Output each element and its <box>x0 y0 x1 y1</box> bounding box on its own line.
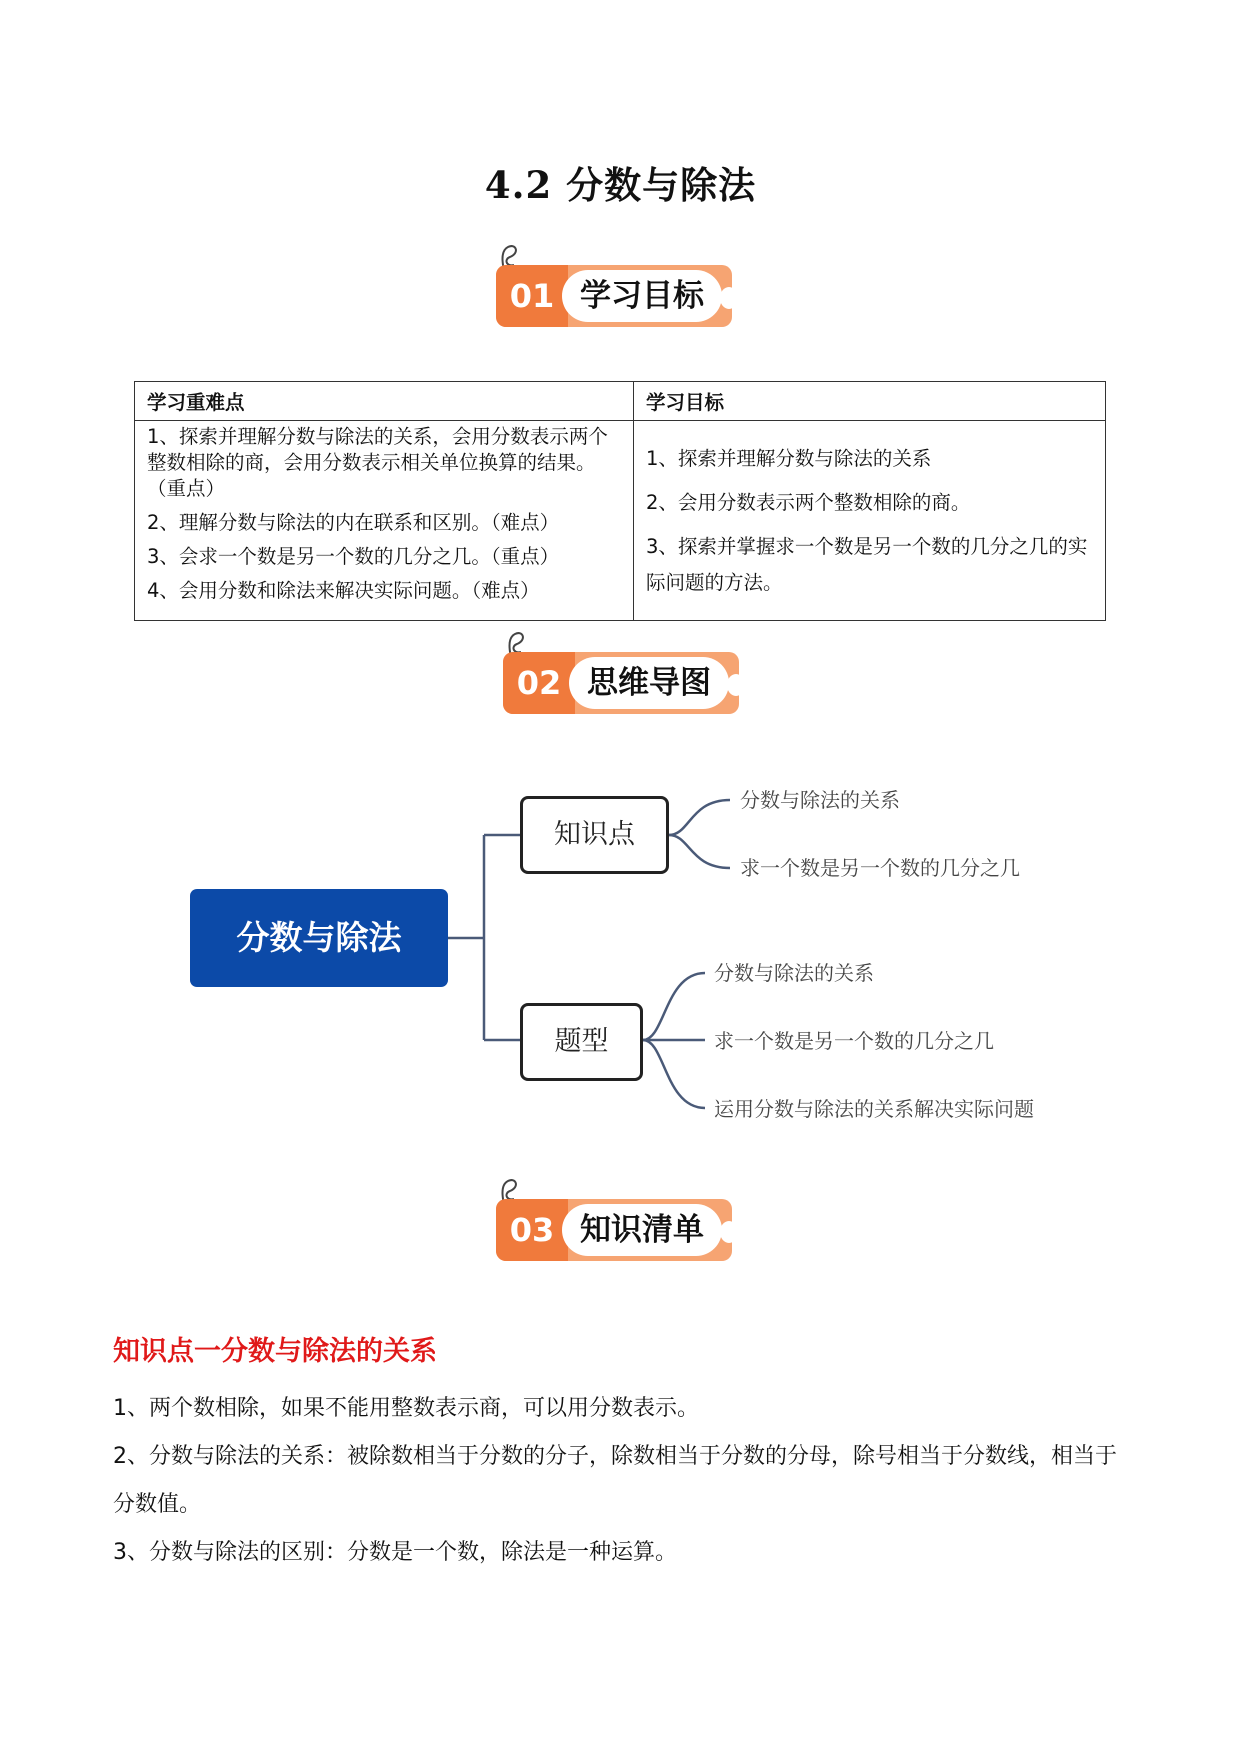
mindmap-branch-question-types: 题型 <box>520 1003 643 1081</box>
mindmap-leaf: 求一个数是另一个数的几分之几 <box>740 856 1020 880</box>
section-number: 02 <box>516 664 562 702</box>
key-point: 2、理解分数与除法的内在联系和区别。（难点） <box>147 511 560 534</box>
objective: 2、会用分数表示两个整数相除的商。 <box>646 491 971 514</box>
mindmap-central-node: 分数与除法 <box>190 889 448 987</box>
key-point: 1、探索并理解分数与除法的关系，会用分数表示两个整数相除的商，会用分数表示相关单位换算的结果。（重点） <box>147 425 608 500</box>
mindmap-leaf: 运用分数与除法的关系解决实际问题 <box>714 1097 1034 1121</box>
knowledge-paragraph: 2、分数与除法的关系：被除数相当于分数的分子，除数相当于分数的分母，除号相当于分数线，相当于分数值。 <box>113 1444 1118 1517</box>
key-point: 4、会用分数和除法来解决实际问题。（难点） <box>147 579 540 602</box>
table-header: 学习目标 <box>634 382 1106 421</box>
objective: 1、探索并理解分数与除法的关系 <box>646 447 932 470</box>
knowledge-paragraph: 1、两个数相除，如果不能用整数表示商，可以用分数表示。 <box>113 1396 699 1421</box>
mindmap-leaf: 分数与除法的关系 <box>740 788 900 812</box>
mindmap-leaf: 求一个数是另一个数的几分之几 <box>714 1029 994 1053</box>
knowledge-point-heading: 知识点一分数与除法的关系 <box>113 1336 437 1367</box>
table-header: 学习重难点 <box>135 382 634 421</box>
section-number: 03 <box>509 1211 555 1249</box>
mindmap-branch-knowledge: 知识点 <box>520 796 669 874</box>
section-label: 学习目标 <box>580 278 704 314</box>
section-number: 01 <box>509 277 555 315</box>
key-point: 3、会求一个数是另一个数的几分之几。（重点） <box>147 545 560 568</box>
section-label: 思维导图 <box>587 665 711 701</box>
section-badge-knowledge-list <box>496 1177 736 1267</box>
knowledge-paragraph: 3、分数与除法的区别：分数是一个数，除法是一种运算。 <box>113 1540 677 1565</box>
section-label: 知识清单 <box>580 1212 704 1248</box>
objective: 3、探索并掌握求一个数是另一个数的几分之几的实际问题的方法。 <box>646 535 1088 594</box>
mindmap-leaf: 分数与除法的关系 <box>714 961 874 985</box>
page-title: 4.2 分数与除法 <box>484 163 757 207</box>
